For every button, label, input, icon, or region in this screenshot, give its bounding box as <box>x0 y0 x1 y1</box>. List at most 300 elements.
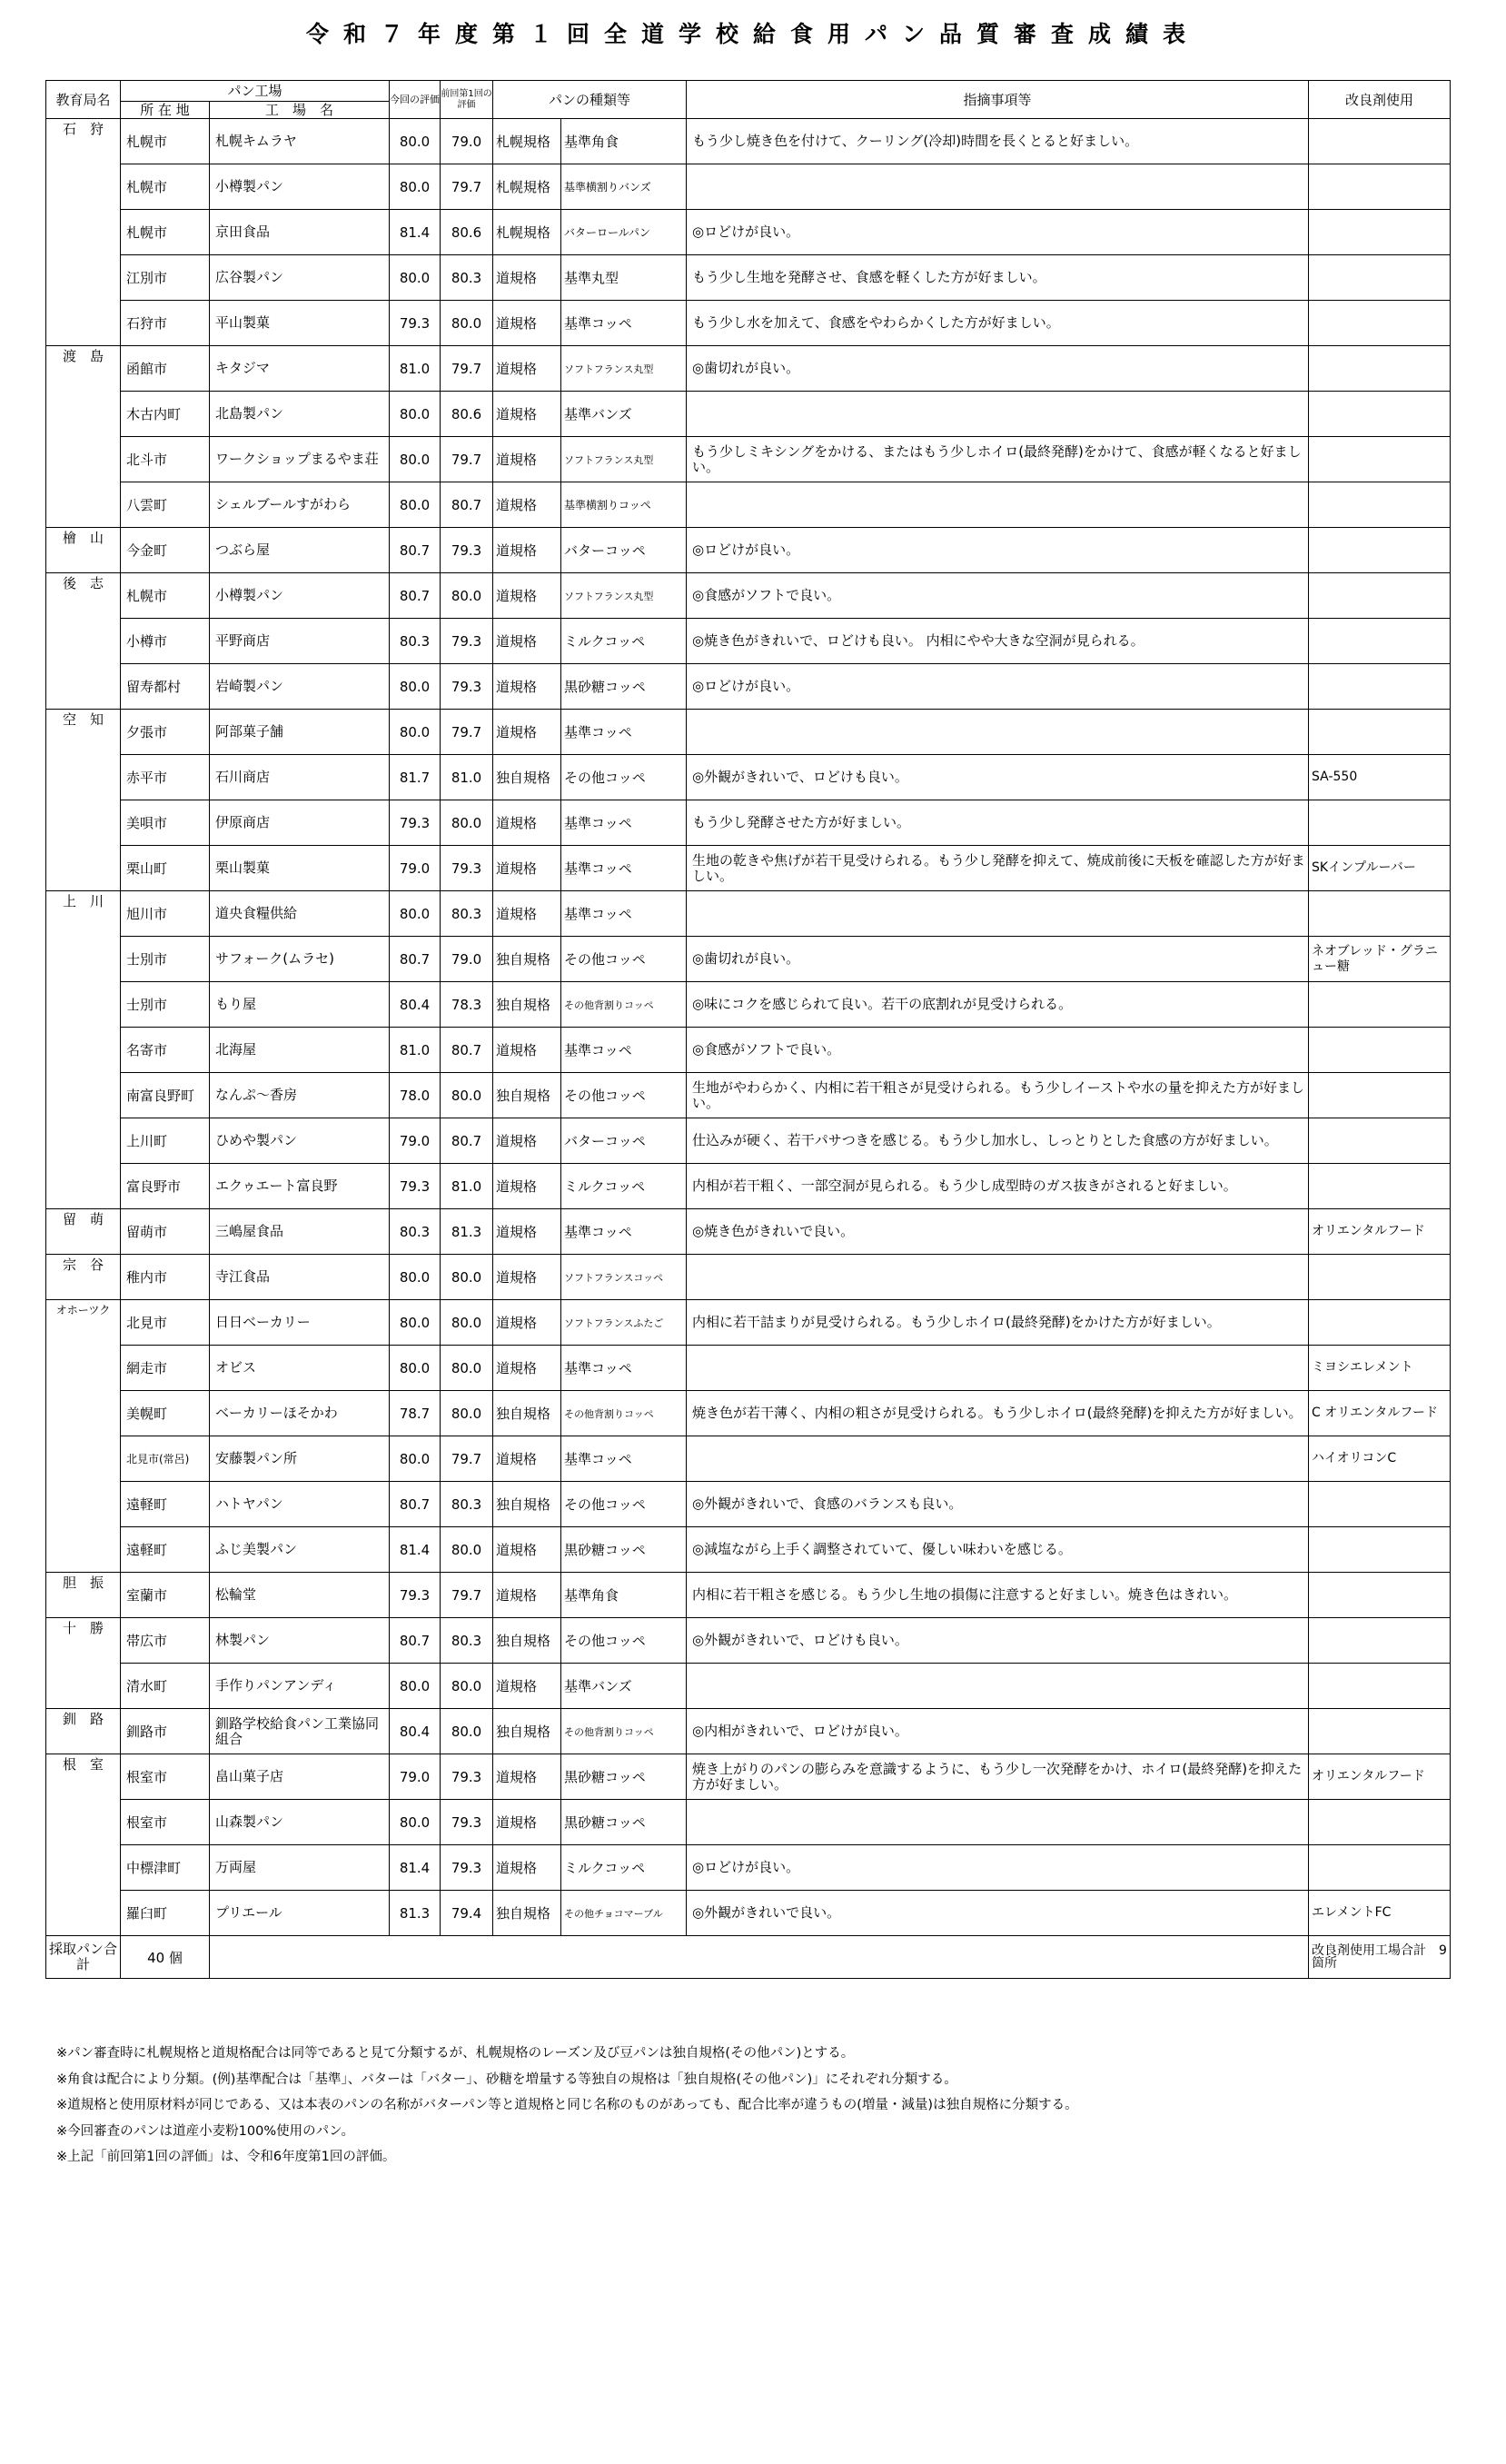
improver-cell <box>1309 982 1451 1028</box>
previous-eval-cell: 79.3 <box>441 664 493 710</box>
remarks-cell: ◎食感がソフトで良い。 <box>687 573 1309 619</box>
location-cell: 函館市 <box>121 346 210 392</box>
standard-cell: 道規格 <box>493 1255 561 1300</box>
remarks-cell <box>687 891 1309 937</box>
improver-cell <box>1309 1845 1451 1891</box>
factory-cell: 松輪堂 <box>210 1573 390 1618</box>
bread-kind-cell: ソフトフランス丸型 <box>561 437 687 482</box>
remarks-cell: もう少し生地を発酵させ、食感を軽くした方が好ましい。 <box>687 255 1309 301</box>
factory-cell: 札幌キムラヤ <box>210 119 390 164</box>
location-cell: 上川町 <box>121 1118 210 1164</box>
previous-eval-cell: 80.0 <box>441 1255 493 1300</box>
location-cell: 小樽市 <box>121 619 210 664</box>
remarks-cell <box>687 1255 1309 1300</box>
improver-cell <box>1309 573 1451 619</box>
factory-cell: 釧路学校給食パン工業協同組合 <box>210 1709 390 1754</box>
previous-eval-cell: 79.0 <box>441 119 493 164</box>
footnote: ※パン審査時に札幌規格と道規格配合は同等であると見て分類するが、札幌規格のレーズン及び豆パンは独自規格(その他パン)とする。 <box>56 2046 855 2061</box>
previous-eval-cell: 79.7 <box>441 710 493 755</box>
table-row <box>46 482 1451 528</box>
region-cell: 上 川 <box>46 891 121 1209</box>
table-row <box>46 800 1451 846</box>
bread-kind-cell: ソフトフランスふたご <box>561 1300 687 1346</box>
previous-eval-cell: 81.0 <box>441 1164 493 1209</box>
previous-eval-cell: 80.3 <box>441 1482 493 1527</box>
bread-kind-cell: バターロールパン <box>561 210 687 255</box>
previous-eval-cell: 79.3 <box>441 528 493 573</box>
location-cell: 士別市 <box>121 937 210 982</box>
region-cell: 十 勝 <box>46 1618 121 1709</box>
standard-cell: 道規格 <box>493 1800 561 1845</box>
bread-kind-cell: 基準コッペ <box>561 1209 687 1255</box>
factory-cell: 平野商店 <box>210 619 390 664</box>
table-row <box>46 346 1451 392</box>
improver-cell: SKインプルーバー <box>1309 846 1451 891</box>
current-eval-cell: 79.3 <box>390 1164 441 1209</box>
standard-cell: 道規格 <box>493 1754 561 1800</box>
header-remarks: 指摘事項等 <box>687 81 1309 119</box>
table-row <box>46 1391 1451 1436</box>
factory-cell: 日日ベーカリー <box>210 1300 390 1346</box>
factory-cell: なんぷ～香房 <box>210 1073 390 1118</box>
remarks-cell: ◎ロどけが良い。 <box>687 664 1309 710</box>
bread-kind-cell: 基準コッペ <box>561 846 687 891</box>
remarks-cell: 焼き色が若干薄く、内相の粗さが見受けられる。もう少しホイロ(最終発酵)を抑えた方が好ましい。 <box>687 1391 1309 1436</box>
location-cell: 赤平市 <box>121 755 210 800</box>
bread-kind-cell: 黒砂糖コッペ <box>561 664 687 710</box>
location-cell: 札幌市 <box>121 164 210 210</box>
bread-kind-cell: 基準横割りバンズ <box>561 164 687 210</box>
remarks-cell: もう少し水を加えて、食感をやわらかくした方が好ましい。 <box>687 301 1309 346</box>
remarks-cell: 内相に若干粗さを感じる。もう少し生地の損傷に注意すると好ましい。焼き色はきれい。 <box>687 1573 1309 1618</box>
standard-cell: 道規格 <box>493 664 561 710</box>
improver-cell: ネオブレッド・グラニュー糖 <box>1309 937 1451 982</box>
factory-cell: 三嶋屋食品 <box>210 1209 390 1255</box>
remarks-cell: ◎外観がきれいで、ロどけも良い。 <box>687 755 1309 800</box>
table-row <box>46 1709 1451 1754</box>
remarks-cell: 生地がやわらかく、内相に若干粗さが見受けられる。もう少しイーストや水の量を抑えた方が好ましい。 <box>687 1073 1309 1118</box>
location-cell: 遠軽町 <box>121 1527 210 1573</box>
region-cell: 留 萌 <box>46 1209 121 1255</box>
standard-cell: 道規格 <box>493 846 561 891</box>
remarks-cell: 仕込みが硬く、若干パサつきを感じる。もう少し加水し、しっとりとした食感の方が好ましい。 <box>687 1118 1309 1164</box>
location-cell: 八雲町 <box>121 482 210 528</box>
total-label: 採取パン合計 <box>46 1936 121 1979</box>
improver-cell <box>1309 800 1451 846</box>
previous-eval-cell: 80.3 <box>441 255 493 301</box>
standard-cell: 道規格 <box>493 482 561 528</box>
factory-cell: 山森製パン <box>210 1800 390 1845</box>
current-eval-cell: 81.4 <box>390 1527 441 1573</box>
footnote: ※今回審査のパンは道産小麦粉100%使用のパン。 <box>56 2123 354 2139</box>
bread-kind-cell: 基準コッペ <box>561 1028 687 1073</box>
standard-cell: 道規格 <box>493 1527 561 1573</box>
bread-kind-cell: 基準コッペ <box>561 1436 687 1482</box>
header-location: 所 在 地 <box>121 102 210 119</box>
factory-cell: 岩崎製パン <box>210 664 390 710</box>
bread-kind-cell: 基準コッペ <box>561 891 687 937</box>
factory-cell: サフォーク(ムラセ) <box>210 937 390 982</box>
improver-cell <box>1309 1073 1451 1118</box>
factory-cell: ベーカリーほそかわ <box>210 1391 390 1436</box>
bread-kind-cell: ソフトフランス丸型 <box>561 573 687 619</box>
location-cell: 北見市 <box>121 1300 210 1346</box>
table-row <box>46 1618 1451 1664</box>
region-cell: 後 志 <box>46 573 121 710</box>
current-eval-cell: 80.0 <box>390 119 441 164</box>
previous-eval-cell: 80.0 <box>441 1346 493 1391</box>
table-row <box>46 255 1451 301</box>
factory-cell: もり屋 <box>210 982 390 1028</box>
header-factory: 工 場 名 <box>210 102 390 119</box>
standard-cell: 道規格 <box>493 1118 561 1164</box>
standard-cell: 道規格 <box>493 891 561 937</box>
previous-eval-cell: 79.3 <box>441 1754 493 1800</box>
region-cell: 根 室 <box>46 1754 121 1936</box>
current-eval-cell: 79.0 <box>390 1118 441 1164</box>
previous-eval-cell: 80.0 <box>441 1664 493 1709</box>
bread-kind-cell: その他コッペ <box>561 937 687 982</box>
previous-eval-cell: 80.0 <box>441 800 493 846</box>
table-row <box>46 891 1451 937</box>
bread-kind-cell: バターコッペ <box>561 1118 687 1164</box>
table-row <box>46 755 1451 800</box>
factory-cell: 畠山菓子店 <box>210 1754 390 1800</box>
location-cell: 清水町 <box>121 1664 210 1709</box>
standard-cell: 道規格 <box>493 1664 561 1709</box>
remarks-cell: ◎歯切れが良い。 <box>687 937 1309 982</box>
remarks-cell: ◎外観がきれいで、食感のバランスも良い。 <box>687 1482 1309 1527</box>
location-cell: 留萌市 <box>121 1209 210 1255</box>
table-row <box>46 528 1451 573</box>
location-cell: 北見市(常呂) <box>121 1436 210 1482</box>
remarks-cell <box>687 164 1309 210</box>
table-row <box>46 982 1451 1028</box>
remarks-cell <box>687 1436 1309 1482</box>
improver-cell <box>1309 119 1451 164</box>
table-row <box>46 1573 1451 1618</box>
previous-eval-cell: 79.3 <box>441 1845 493 1891</box>
improver-cell <box>1309 619 1451 664</box>
factory-cell: 小樽製パン <box>210 164 390 210</box>
remarks-cell: ◎味にコクを感じられて良い。若干の底割れが見受けられる。 <box>687 982 1309 1028</box>
improver-cell <box>1309 346 1451 392</box>
factory-cell: ハトヤパン <box>210 1482 390 1527</box>
standard-cell: 道規格 <box>493 800 561 846</box>
bread-kind-cell: その他背割りコッペ <box>561 1391 687 1436</box>
previous-eval-cell: 80.0 <box>441 1709 493 1754</box>
improver-cell <box>1309 301 1451 346</box>
standard-cell: 道規格 <box>493 392 561 437</box>
standard-cell: 道規格 <box>493 619 561 664</box>
factory-cell: つぶら屋 <box>210 528 390 573</box>
current-eval-cell: 80.0 <box>390 1346 441 1391</box>
standard-cell: 道規格 <box>493 1164 561 1209</box>
table-row <box>46 1209 1451 1255</box>
current-eval-cell: 78.0 <box>390 1073 441 1118</box>
factory-cell: オビス <box>210 1346 390 1391</box>
current-eval-cell: 80.0 <box>390 437 441 482</box>
location-cell: 北斗市 <box>121 437 210 482</box>
remarks-cell: ◎外観がきれいで良い。 <box>687 1891 1309 1936</box>
factory-cell: 寺江食品 <box>210 1255 390 1300</box>
standard-cell: 独自規格 <box>493 1618 561 1664</box>
improver-cell: SA-550 <box>1309 755 1451 800</box>
factory-cell: ふじ美製パン <box>210 1527 390 1573</box>
improver-cell <box>1309 1118 1451 1164</box>
current-eval-cell: 80.0 <box>390 164 441 210</box>
current-eval-cell: 80.3 <box>390 619 441 664</box>
remarks-cell: ◎内相がきれいで、ロどけが良い。 <box>687 1709 1309 1754</box>
table-row <box>46 937 1451 982</box>
factory-cell: エクゥエート富良野 <box>210 1164 390 1209</box>
previous-eval-cell: 80.3 <box>441 1618 493 1664</box>
location-cell: 室蘭市 <box>121 1573 210 1618</box>
bread-kind-cell: 基準丸型 <box>561 255 687 301</box>
improver-cell <box>1309 392 1451 437</box>
page-title: 令和７年度第１回全道学校給食用パン品質審査成績表 <box>305 21 1200 47</box>
region-cell: 空 知 <box>46 710 121 891</box>
bread-kind-cell: その他コッペ <box>561 1482 687 1527</box>
header-bread-type: パンの種類等 <box>493 81 687 119</box>
previous-eval-cell: 79.7 <box>441 1573 493 1618</box>
current-eval-cell: 81.4 <box>390 210 441 255</box>
standard-cell: 独自規格 <box>493 937 561 982</box>
remarks-cell: 内相が若干粗く、一部空洞が見られる。もう少し成型時のガス抜きがされると好ましい。 <box>687 1164 1309 1209</box>
location-cell: 木古内町 <box>121 392 210 437</box>
current-eval-cell: 80.4 <box>390 1709 441 1754</box>
improver-cell <box>1309 1664 1451 1709</box>
standard-cell: 道規格 <box>493 1436 561 1482</box>
current-eval-cell: 80.0 <box>390 1436 441 1482</box>
standard-cell: 独自規格 <box>493 1709 561 1754</box>
bread-kind-cell: バターコッペ <box>561 528 687 573</box>
region-cell: 石 狩 <box>46 119 121 346</box>
standard-cell: 独自規格 <box>493 755 561 800</box>
bread-kind-cell: その他コッペ <box>561 1073 687 1118</box>
factory-cell: 手作りパンアンディ <box>210 1664 390 1709</box>
factory-cell: キタジマ <box>210 346 390 392</box>
current-eval-cell: 80.0 <box>390 255 441 301</box>
header-factory-group: パン工場 <box>121 81 390 102</box>
standard-cell: 道規格 <box>493 528 561 573</box>
current-eval-cell: 78.7 <box>390 1391 441 1436</box>
standard-cell: 道規格 <box>493 437 561 482</box>
improver-cell <box>1309 528 1451 573</box>
location-cell: 釧路市 <box>121 1709 210 1754</box>
previous-eval-cell: 80.0 <box>441 301 493 346</box>
bread-kind-cell: ソフトフランス丸型 <box>561 346 687 392</box>
improver-cell <box>1309 1800 1451 1845</box>
bread-kind-cell: 基準横割りコッペ <box>561 482 687 528</box>
factory-cell: 道央食糧供給 <box>210 891 390 937</box>
table-row <box>46 210 1451 255</box>
table-row <box>46 664 1451 710</box>
current-eval-cell: 80.0 <box>390 392 441 437</box>
bread-kind-cell: 基準コッペ <box>561 710 687 755</box>
footnotes <box>56 2041 1078 2171</box>
table-row <box>46 301 1451 346</box>
previous-eval-cell: 80.0 <box>441 1391 493 1436</box>
improver-cell: ミヨシエレメント <box>1309 1346 1451 1391</box>
previous-eval-cell: 79.0 <box>441 937 493 982</box>
total-blank <box>210 1936 1309 1979</box>
previous-eval-cell: 80.6 <box>441 210 493 255</box>
improver-cell <box>1309 255 1451 301</box>
improver-cell <box>1309 664 1451 710</box>
table-row <box>46 437 1451 482</box>
current-eval-cell: 80.0 <box>390 1255 441 1300</box>
current-eval-cell: 79.0 <box>390 846 441 891</box>
remarks-cell: ◎焼き色がきれいで良い。 <box>687 1209 1309 1255</box>
bread-kind-cell: その他コッペ <box>561 1618 687 1664</box>
previous-eval-cell: 80.0 <box>441 1300 493 1346</box>
standard-cell: 道規格 <box>493 255 561 301</box>
improver-cell <box>1309 1300 1451 1346</box>
current-eval-cell: 80.0 <box>390 710 441 755</box>
location-cell: 石狩市 <box>121 301 210 346</box>
bread-kind-cell: 基準バンズ <box>561 392 687 437</box>
region-cell: 宗 谷 <box>46 1255 121 1300</box>
previous-eval-cell: 80.0 <box>441 1073 493 1118</box>
remarks-cell: ◎ロどけが良い。 <box>687 528 1309 573</box>
improver-cell <box>1309 210 1451 255</box>
improver-cell: オリエンタルフード <box>1309 1209 1451 1255</box>
standard-cell: 札幌規格 <box>493 164 561 210</box>
current-eval-cell: 80.7 <box>390 528 441 573</box>
factory-cell: 小樽製パン <box>210 573 390 619</box>
location-cell: 今金町 <box>121 528 210 573</box>
previous-eval-cell: 79.3 <box>441 619 493 664</box>
factory-cell: ワークショップまるやま荘 <box>210 437 390 482</box>
current-eval-cell: 80.7 <box>390 1482 441 1527</box>
location-cell: 江別市 <box>121 255 210 301</box>
table-row <box>46 573 1451 619</box>
table-body <box>46 119 1451 1979</box>
location-cell: 旭川市 <box>121 891 210 937</box>
remarks-cell: もう少しミキシングをかける、またはもう少しホイロ(最終発酵)をかけて、食感が軽くなると好ましい。 <box>687 437 1309 482</box>
location-cell: 富良野市 <box>121 1164 210 1209</box>
table-row <box>46 1073 1451 1118</box>
remarks-cell: ◎減塩ながら上手く調整されていて、優しい味わいを感じる。 <box>687 1527 1309 1573</box>
remarks-cell: 内相に若干詰まりが見受けられる。もう少しホイロ(最終発酵)をかけた方が好ましい。 <box>687 1300 1309 1346</box>
previous-eval-cell: 79.7 <box>441 1436 493 1482</box>
current-eval-cell: 81.0 <box>390 1028 441 1073</box>
location-cell: 士別市 <box>121 982 210 1028</box>
current-eval-cell: 81.4 <box>390 1845 441 1891</box>
footnote: ※道規格と使用原材料が同じである、又は本表のパンの名称がバターパン等と道規格と同じ名称のものがあっても、配合比率が違うもの(増量・減量)は独自規格に分類する。 <box>56 2098 1078 2112</box>
factory-cell: 栗山製菓 <box>210 846 390 891</box>
table-row <box>46 1300 1451 1346</box>
current-eval-cell: 79.3 <box>390 800 441 846</box>
bread-kind-cell: その他コッペ <box>561 755 687 800</box>
improver-total: 改良剤使用工場合計 9 箇所 <box>1309 1936 1451 1979</box>
previous-eval-cell: 79.3 <box>441 1800 493 1845</box>
bread-kind-cell: 基準角食 <box>561 119 687 164</box>
bread-kind-cell: 黒砂糖コッペ <box>561 1800 687 1845</box>
bread-kind-cell: 黒砂糖コッペ <box>561 1754 687 1800</box>
region-cell: オホーツク <box>46 1300 121 1573</box>
standard-cell: 独自規格 <box>493 1482 561 1527</box>
standard-cell: 道規格 <box>493 1845 561 1891</box>
standard-cell: 道規格 <box>493 301 561 346</box>
factory-cell: 阿部菓子舗 <box>210 710 390 755</box>
bread-kind-cell: 基準バンズ <box>561 1664 687 1709</box>
header-improver: 改良剤使用 <box>1309 81 1451 119</box>
previous-eval-cell: 80.7 <box>441 1118 493 1164</box>
table-row <box>46 164 1451 210</box>
factory-cell: 広谷製パン <box>210 255 390 301</box>
factory-cell: 北島製パン <box>210 392 390 437</box>
previous-eval-cell: 80.7 <box>441 1028 493 1073</box>
current-eval-cell: 79.3 <box>390 301 441 346</box>
remarks-cell: もう少し焼き色を付けて、クーリング(冷却)時間を長くとると好ましい。 <box>687 119 1309 164</box>
standard-cell: 独自規格 <box>493 1391 561 1436</box>
location-cell: 留寿都村 <box>121 664 210 710</box>
remarks-cell: 焼き上がりのパンの膨らみを意識するように、もう少し一次発酵をかけ、ホイロ(最終発酵)を抑えた方が好ましい。 <box>687 1754 1309 1800</box>
previous-eval-cell: 81.0 <box>441 755 493 800</box>
current-eval-cell: 81.0 <box>390 346 441 392</box>
footnote: ※上記「前回第1回の評価」は、令和6年度第1回の評価。 <box>56 2150 396 2164</box>
header-bureau: 教育局名 <box>46 81 121 119</box>
remarks-cell: ◎ロどけが良い。 <box>687 210 1309 255</box>
factory-cell: ひめや製パン <box>210 1118 390 1164</box>
table-row <box>46 1891 1451 1936</box>
region-cell: 胆 振 <box>46 1573 121 1618</box>
previous-eval-cell: 80.0 <box>441 573 493 619</box>
previous-eval-cell: 79.3 <box>441 846 493 891</box>
improver-cell <box>1309 1527 1451 1573</box>
standard-cell: 札幌規格 <box>493 210 561 255</box>
table-row <box>46 392 1451 437</box>
region-cell: 釧 路 <box>46 1709 121 1754</box>
previous-eval-cell: 79.7 <box>441 346 493 392</box>
bread-kind-cell: その他背割りコッペ <box>561 982 687 1028</box>
current-eval-cell: 80.0 <box>390 1664 441 1709</box>
standard-cell: 道規格 <box>493 573 561 619</box>
table-row <box>46 1118 1451 1164</box>
current-eval-cell: 81.7 <box>390 755 441 800</box>
table-row <box>46 846 1451 891</box>
region-cell: 檜 山 <box>46 528 121 573</box>
bread-kind-cell: 黒砂糖コッペ <box>561 1527 687 1573</box>
location-cell: 札幌市 <box>121 573 210 619</box>
table-row <box>46 1436 1451 1482</box>
footnote: ※角食は配合により分類。(例)基準配合は「基準」、バターは「バター」、砂糖を増量する等独自の規格は「独自規格(その他パン)」にそれぞれ分類する。 <box>56 2072 957 2087</box>
factory-cell: 平山製菓 <box>210 301 390 346</box>
remarks-cell <box>687 710 1309 755</box>
header-previous-eval: 前回第1回の評価 <box>441 81 493 119</box>
current-eval-cell: 80.7 <box>390 573 441 619</box>
location-cell: 帯広市 <box>121 1618 210 1664</box>
standard-cell: 道規格 <box>493 1346 561 1391</box>
location-cell: 名寄市 <box>121 1028 210 1073</box>
standard-cell: 独自規格 <box>493 1891 561 1936</box>
improver-cell: C オリエンタルフード <box>1309 1391 1451 1436</box>
location-cell: 網走市 <box>121 1346 210 1391</box>
standard-cell: 道規格 <box>493 346 561 392</box>
improver-cell <box>1309 1482 1451 1527</box>
remarks-cell: ◎食感がソフトで良い。 <box>687 1028 1309 1073</box>
factory-cell: 万両屋 <box>210 1845 390 1891</box>
bread-kind-cell: 基準コッペ <box>561 301 687 346</box>
previous-eval-cell: 80.3 <box>441 891 493 937</box>
remarks-cell: ◎焼き色がきれいで、ロどけも良い。 内相にやや大きな空洞が見られる。 <box>687 619 1309 664</box>
previous-eval-cell: 80.6 <box>441 392 493 437</box>
remarks-cell: ◎外観がきれいで、ロどけも良い。 <box>687 1618 1309 1664</box>
table-row <box>46 710 1451 755</box>
factory-cell: 京田食品 <box>210 210 390 255</box>
